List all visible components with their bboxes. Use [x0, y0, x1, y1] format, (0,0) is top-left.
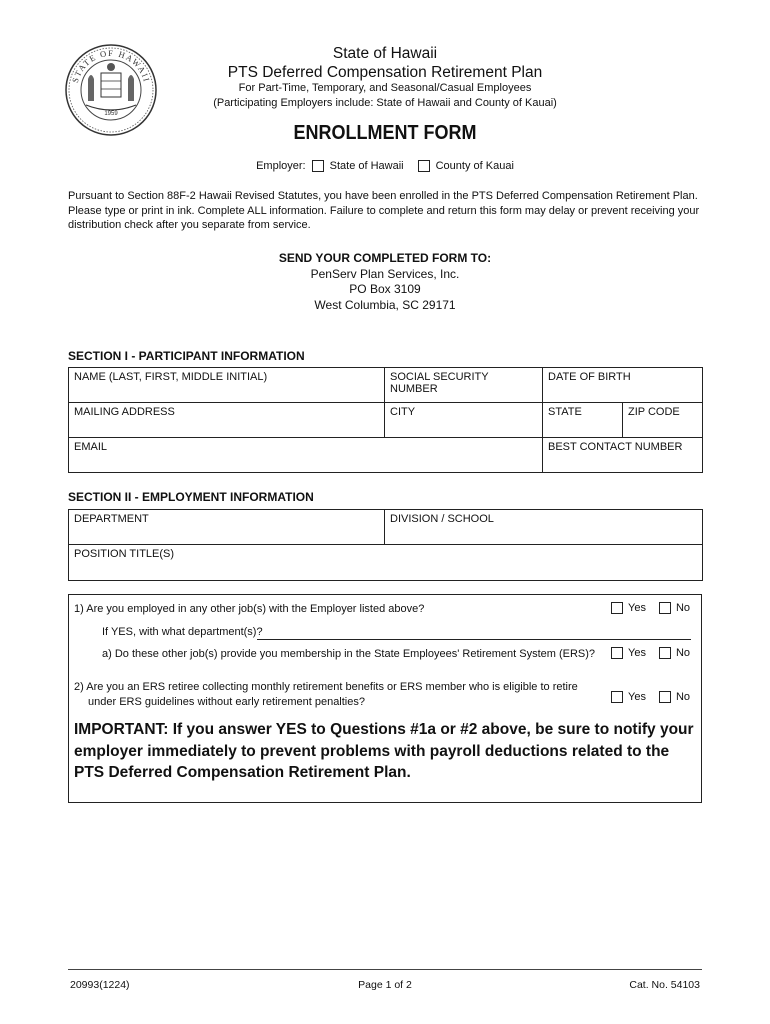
send-title: SEND YOUR COMPLETED FORM TO: — [278, 251, 492, 265]
q2-yes-checkbox[interactable] — [611, 691, 623, 703]
participant-info-table — [68, 367, 703, 473]
state-field[interactable] — [543, 403, 623, 438]
q2-no-checkbox[interactable] — [659, 691, 671, 703]
q2-no-label: No — [675, 691, 691, 703]
q1a-no-checkbox[interactable] — [659, 647, 671, 659]
send-company: PenServ Plan Services, Inc. — [310, 266, 460, 281]
city-label: CITY — [390, 406, 416, 418]
q1a-yes-label: Yes — [628, 647, 646, 659]
seal-label: STATE OF HAWAII — [69, 47, 153, 84]
phone-field[interactable] — [543, 438, 703, 473]
dob-label: DATE OF BIRTH — [548, 371, 631, 383]
county-of-kauai-label: County of Kauai — [435, 160, 514, 172]
catalog-number: Cat. No. 54103 — [629, 979, 700, 991]
mailing-instructions — [150, 251, 620, 313]
address-label: MAILING ADDRESS — [74, 406, 175, 418]
department-label: DEPARTMENT — [74, 513, 149, 525]
state-of-hawaii-label: State of Hawaii — [329, 160, 404, 172]
zip-label: ZIP CODE — [628, 406, 680, 418]
employer-label: Employer: — [256, 160, 306, 172]
header-employees: For Part-Time, Temporary, and Seasonal/Casual Employees — [238, 82, 532, 94]
phone-label: BEST CONTACT NUMBER — [548, 441, 683, 453]
email-field[interactable] — [69, 438, 543, 473]
q1-no-label: No — [675, 602, 691, 614]
q1-no-checkbox[interactable] — [659, 602, 671, 614]
footer-divider — [68, 969, 702, 970]
q1-answers — [611, 602, 690, 614]
seal-year: 1959 — [104, 111, 118, 117]
ssn-label: SOCIAL SECURITY NUMBER — [390, 371, 489, 395]
send-city: West Columbia, SC 29171 — [314, 297, 456, 312]
page-number: Page 1 of 2 — [358, 979, 412, 991]
q1a-yes-checkbox[interactable] — [611, 647, 623, 659]
header-employers: (Participating Employers include: State of Hawaii and County of Kauai) — [213, 97, 557, 109]
city-field[interactable] — [385, 403, 543, 438]
state-seal-icon — [64, 43, 158, 137]
question-1a: a) Do these other job(s) provide you membership in the State Employees' Retirement System (ERS)? — [102, 648, 596, 660]
q1-department-input[interactable] — [257, 639, 691, 640]
form-number: 20993(1224) — [70, 979, 130, 991]
dob-field[interactable] — [543, 368, 703, 403]
q2-answers — [611, 691, 690, 703]
employer-selection — [150, 160, 620, 172]
ssn-field[interactable] — [385, 368, 543, 403]
question-1: 1) Are you employed in any other job(s) with the Employer listed above? — [74, 603, 425, 615]
q1-followup-label: If YES, with what department(s)? — [102, 626, 263, 638]
question-2-line1: 2) Are you an ERS retiree collecting monthly retirement benefits or ERS member who is eligible to retire — [74, 681, 578, 693]
county-of-kauai-checkbox[interactable] — [418, 160, 430, 172]
q1a-answers — [611, 647, 690, 659]
header-state: State of Hawaii — [332, 45, 438, 62]
q1-yes-checkbox[interactable] — [611, 602, 623, 614]
name-label: NAME (LAST, FIRST, MIDDLE INITIAL) — [74, 371, 268, 383]
division-field[interactable] — [385, 510, 703, 545]
section1-title: SECTION I - PARTICIPANT INFORMATION — [68, 349, 305, 363]
question-2-line2: under ERS guidelines without early retirement penalties? — [88, 696, 365, 708]
email-label: EMAIL — [74, 441, 108, 453]
state-label: STATE — [548, 406, 582, 418]
mailing-address-field[interactable] — [69, 403, 385, 438]
q2-yes-label: Yes — [628, 691, 646, 703]
name-field[interactable] — [69, 368, 385, 403]
send-po-box: PO Box 3109 — [349, 282, 421, 296]
section2-title: SECTION II - EMPLOYMENT INFORMATION — [68, 490, 314, 504]
position-label: POSITION TITLE(S) — [74, 548, 175, 560]
intro-paragraph: Pursuant to Section 88F-2 Hawaii Revised Statutes, you have been enrolled in the PTS Deferred Compensation Retirement Plan. Please type or print in ink. Complete ALL information. Failure to complete and return this form may delay or prevent receiving your distribution check after you separate from service. — [68, 190, 700, 231]
position-title-field[interactable] — [69, 545, 703, 581]
state-of-hawaii-checkbox[interactable] — [312, 160, 324, 172]
division-label: DIVISION / SCHOOL — [390, 513, 494, 525]
q1a-no-label: No — [675, 647, 691, 659]
header-plan: PTS Deferred Compensation Retirement Plan — [227, 64, 543, 81]
important-notice: IMPORTANT: If you answer YES to Questions #1a or #2 above, be sure to notify your employer immediately to prevent problems with payroll deductions related to the PTS Deferred Compensation Retirement Plan. — [74, 721, 694, 781]
form-title: ENROLLMENT FORM — [293, 122, 477, 144]
department-field[interactable] — [69, 510, 385, 545]
employment-info-table — [68, 509, 703, 581]
q1-yes-label: Yes — [628, 602, 646, 614]
zip-field[interactable] — [623, 403, 703, 438]
